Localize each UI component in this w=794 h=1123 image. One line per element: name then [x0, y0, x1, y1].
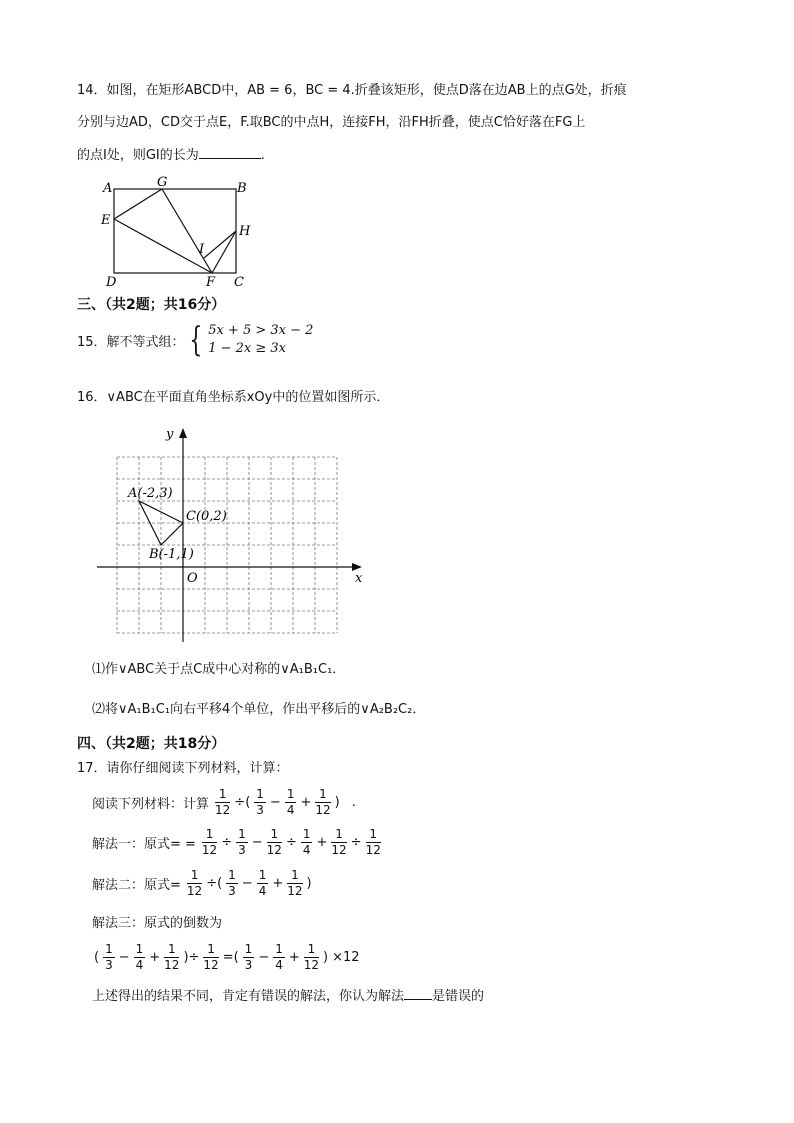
fraction-1-3: $\frac{1}{3}$: [228, 868, 236, 898]
label-a: A: [103, 181, 113, 196]
fraction-1-12: $\frac{1}{12}$: [331, 827, 347, 857]
label-c: C: [234, 275, 244, 290]
fraction-1-12: $\frac{1}{12}$: [287, 868, 303, 898]
fraction-1-12: $\frac{1}{12}$: [215, 787, 231, 817]
q17-material-prefix: 阅读下列材料：计算: [92, 797, 210, 812]
segment-eg: [114, 189, 162, 219]
q14-line-3-text: 的点I处，则GI的长为: [77, 148, 199, 163]
q16-intro: 16．∨ABC在平面直角坐标系xOy中的位置如图所示．: [77, 390, 390, 405]
fraction-1-4: $\frac{1}{4}$: [258, 868, 267, 898]
q14-line-3-end: .: [260, 148, 265, 163]
q17-answer-blank: [404, 987, 432, 1000]
grid-lines: [117, 457, 337, 633]
q17-conclusion-b: 是错误的: [432, 989, 485, 1004]
segment-ih: [204, 231, 236, 258]
q14-line-3: [77, 146, 265, 165]
q14-line-1: 14．如图，在矩形ABCD中，AB = 6，BC = 4.折叠该矩形，使点D落在边AB上的点G处，折痕: [77, 83, 627, 98]
label-d: D: [106, 275, 117, 290]
q15-inequality-2: 1 − 2x ≥ 3x: [208, 341, 286, 356]
fraction-1-4: $\frac{1}{4}$: [135, 942, 144, 972]
section-3-title: 三、（共2题；共16分）: [77, 297, 226, 313]
fraction-1-12: $\frac{1}{12}$: [186, 868, 203, 898]
q14-answer-blank: [199, 146, 261, 159]
x-axis-label: x: [355, 571, 363, 586]
fraction-1-12: $\frac{1}{12}$: [201, 827, 218, 857]
brace-symbol: {: [188, 320, 202, 360]
y-axis-arrow-icon: [179, 428, 187, 438]
fraction-1-3: $\frac{1}{3}$: [256, 787, 264, 817]
q17-solution-3-line: 解法三：原式的倒数为: [92, 916, 223, 931]
label-i: I: [199, 242, 205, 257]
q17-solution-2-prefix: 解法二：原式=: [92, 878, 181, 893]
label-g: G: [157, 176, 168, 190]
origin-label: O: [187, 571, 198, 586]
q17-times-12: ×12: [332, 950, 360, 965]
label-e: E: [101, 213, 111, 228]
fraction-1-12: $\frac{1}{12}$: [164, 942, 180, 972]
point-a-label: A(-2,3): [128, 486, 173, 501]
section-4-title: 四、（共2题；共18分）: [77, 736, 226, 752]
fraction-1-12: $\frac{1}{12}$: [365, 827, 381, 857]
q15-prefix: 15．解不等式组：: [77, 334, 185, 350]
q17-solution-1-prefix: 解法一：原式= =: [92, 837, 196, 852]
fraction-1-3: $\frac{1}{3}$: [238, 827, 246, 857]
q17-solution-3-row: ( $\frac{1}{3}$ − $\frac{1}{4}$ + $\frac{1}{12}$ )÷ $\frac{1}{12}$ =( $\frac{1}{3}$ − $\frac{1}{4}$ + $\frac{1}{12}$ ) ×12: [94, 942, 360, 972]
q15-inequalities: [208, 322, 313, 358]
label-f: F: [206, 275, 216, 290]
q17-solution-2-row: 解法二：原式= $\frac{1}{12}$ ÷( $\frac{1}{3}$ − $\frac{1}{4}$ + $\frac{1}{12}$ ): [92, 868, 312, 898]
fraction-1-4: $\frac{1}{4}$: [286, 787, 295, 817]
q16-coordinate-grid: [92, 420, 374, 646]
label-h: H: [239, 224, 251, 239]
q17-solution-1-row: 解法一：原式= = $\frac{1}{12}$ ÷ $\frac{1}{3}$ − $\frac{1}{12}$ ÷ $\frac{1}{4}$ + $\frac{1}{12}$ ÷ $\frac{1}{12}$: [92, 827, 381, 857]
q17-material-end: .: [351, 795, 356, 810]
q16-part-2: ⑵将∨A₁B₁C₁向右平移4个单位，作出平移后的∨A₂B₂C₂．: [92, 702, 426, 717]
point-b-label: B(-1,1): [149, 547, 194, 562]
q14-rectangle-figure: [95, 176, 265, 290]
q17-conclusion: [92, 987, 484, 1006]
q17-intro: 17．请你仔细阅读下列材料，计算：: [77, 761, 289, 776]
fraction-1-12: $\frac{1}{12}$: [303, 942, 320, 972]
q17-conclusion-a: 上述得出的结果不同，肯定有错误的解法，你认为解法: [92, 989, 405, 1004]
fraction-1-3: $\frac{1}{3}$: [244, 942, 253, 972]
q16-part-1: ⑴作∨ABC关于点C成中心对称的∨A₁B₁C₁．: [92, 662, 346, 677]
fraction-1-12: $\frac{1}{12}$: [315, 787, 331, 817]
fraction-1-4: $\frac{1}{4}$: [302, 827, 311, 857]
fraction-1-12: $\frac{1}{12}$: [266, 827, 282, 857]
fraction-1-4: $\frac{1}{4}$: [275, 942, 283, 972]
q14-line-2: 分别与边AD，CD交于点E，F.取BC的中点H，连接FH，沿FH折叠，使点C恰好落在FG上: [77, 115, 586, 130]
fraction-1-3: $\frac{1}{3}$: [105, 942, 113, 972]
q15-inequality-1: 5x + 5 > 3x − 2: [208, 323, 314, 338]
x-axis-arrow-icon: [352, 563, 362, 571]
label-b: B: [237, 181, 247, 196]
segment-ef: [114, 219, 212, 273]
q17-material-row: 阅读下列材料：计算 $\frac{1}{12}$ ÷( $\frac{1}{3}$ − $\frac{1}{4}$ + $\frac{1}{12}$ ) .: [92, 787, 356, 817]
segment-gf: [162, 189, 212, 273]
segment-fh: [212, 231, 236, 273]
y-axis-label: y: [166, 427, 174, 442]
q15-inequality-system: [77, 322, 313, 358]
point-c-label: C(0,2): [186, 509, 227, 524]
rectangle-abcd: [114, 189, 236, 273]
fraction-1-12: $\frac{1}{12}$: [203, 942, 219, 972]
